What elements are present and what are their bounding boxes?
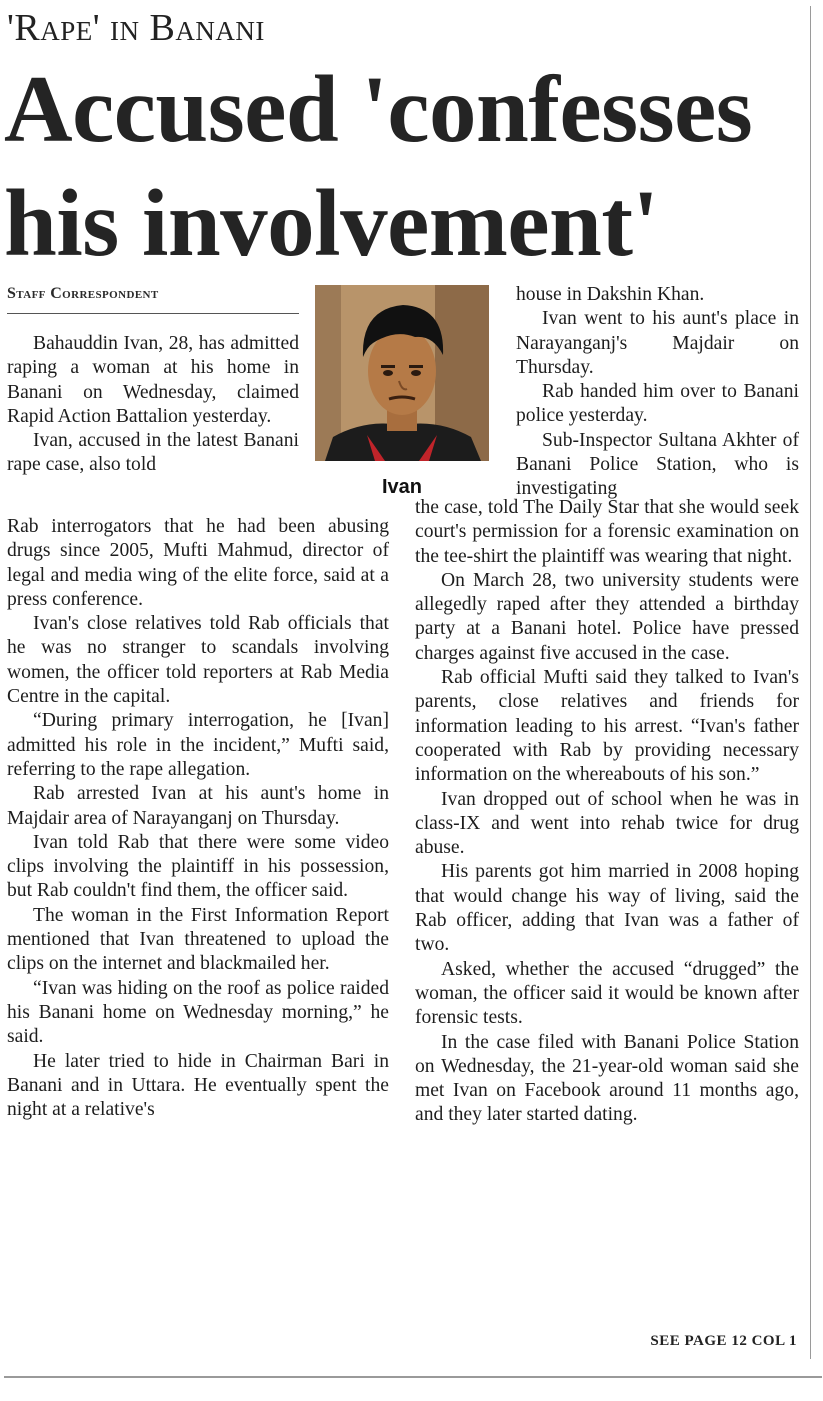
paragraph: Ivan, accused in the latest Banani rape case, also told	[7, 430, 299, 476]
paragraph: The woman in the First Information Report mentioned that Ivan threatened to upload the clips on the internet and blackmailed her.	[7, 904, 389, 975]
article-column-2	[7, 515, 389, 1122]
paragraph: Sub-Inspector Sultana Akhter of Banani Police Station, who is investigating	[516, 429, 799, 500]
bottom-rule	[4, 1376, 822, 1378]
portrait-photo	[315, 285, 489, 461]
paragraph-continued: the case, told The Daily Star that she would seek court's permission for a forensic examination on the tee-shirt the plaintiff was wearing that night.	[415, 497, 799, 567]
article-column-3	[516, 283, 799, 502]
paragraph: Bahauddin Ivan, 28, has admitted raping a woman at his home in Banani on Wednesday, claimed Rapid Action Battalion yesterday.	[7, 333, 299, 427]
paragraph: Ivan told Rab that there were some video clips involving the plaintiff in his possession, but Rab couldn't find them, the officer said.	[7, 831, 389, 902]
paragraph: Rab official Mufti said they talked to Ivan's parents, close relatives and friends for information leading to his arrest. “Ivan's father cooperated with Rab by providing necessary information on the whereabouts of his son.”	[415, 667, 799, 786]
paragraph: Asked, whether the accused “drugged” the woman, the officer said it would be known after forensic tests.	[415, 958, 799, 1029]
paragraph: “Ivan was hiding on the roof as police raided his Banani home on Wednesday morning,” he said.	[7, 977, 389, 1048]
paragraph: In the case filed with Banani Police Station on Wednesday, the 21-year-old woman said she met Ivan on Facebook around 11 months ago, and they later started dating.	[415, 1031, 799, 1126]
article-column-4	[415, 496, 799, 1128]
paragraph: Rab arrested Ivan at his aunt's home in Majdair area of Narayanganj on Thursday.	[7, 783, 389, 829]
headline: Accused 'confesses his involvement'	[4, 56, 753, 276]
paragraph: His parents got him married in 2008 hoping that would change his way of living, said the Rab officer, adding that Ivan was a father of two.	[415, 861, 799, 956]
paragraph: Rab handed him over to Banani police yesterday.	[516, 381, 799, 427]
article-column-1	[7, 332, 299, 478]
paragraph: On March 28, two university students were allegedly raped after they attended a birthday party at a Banani hotel. Police have pressed charges against five accused in the case.	[415, 569, 799, 664]
byline-rule	[7, 313, 299, 314]
paragraph-continued: Rab interrogators that he had been abusing drugs since 2005, Mufti Mahmud, director of legal and media wing of the elite force, said at a press conference.	[7, 516, 389, 610]
paragraph: Ivan dropped out of school when he was in class-IX and went into rehab twice for drug abuse.	[415, 788, 799, 859]
photo-caption: Ivan	[381, 476, 423, 498]
jump-line[interactable]: SEE PAGE 12 COL 1	[650, 1333, 797, 1349]
paragraph: Ivan went to his aunt's place in Narayanganj's Majdair on Thursday.	[516, 308, 799, 378]
paragraph-continued: house in Dakshin Khan.	[516, 284, 705, 305]
portrait-photo-illustration	[315, 285, 489, 461]
paragraph: Ivan's close relatives told Rab officials that he was no stranger to scandals involving women, the officer told reporters at Rab Media Centre in the capital.	[7, 613, 389, 708]
paragraph: “During primary interrogation, he [Ivan] admitted his role in the incident,” Mufti said, referring to the rape allegation.	[7, 710, 389, 780]
byline: Staff Correspondent	[7, 285, 159, 302]
paragraph: He later tried to hide in Chairman Bari in Banani and in Uttara. He eventually spent the night at a relative's	[7, 1050, 389, 1121]
kicker: 'Rape' in Banani	[7, 7, 265, 49]
